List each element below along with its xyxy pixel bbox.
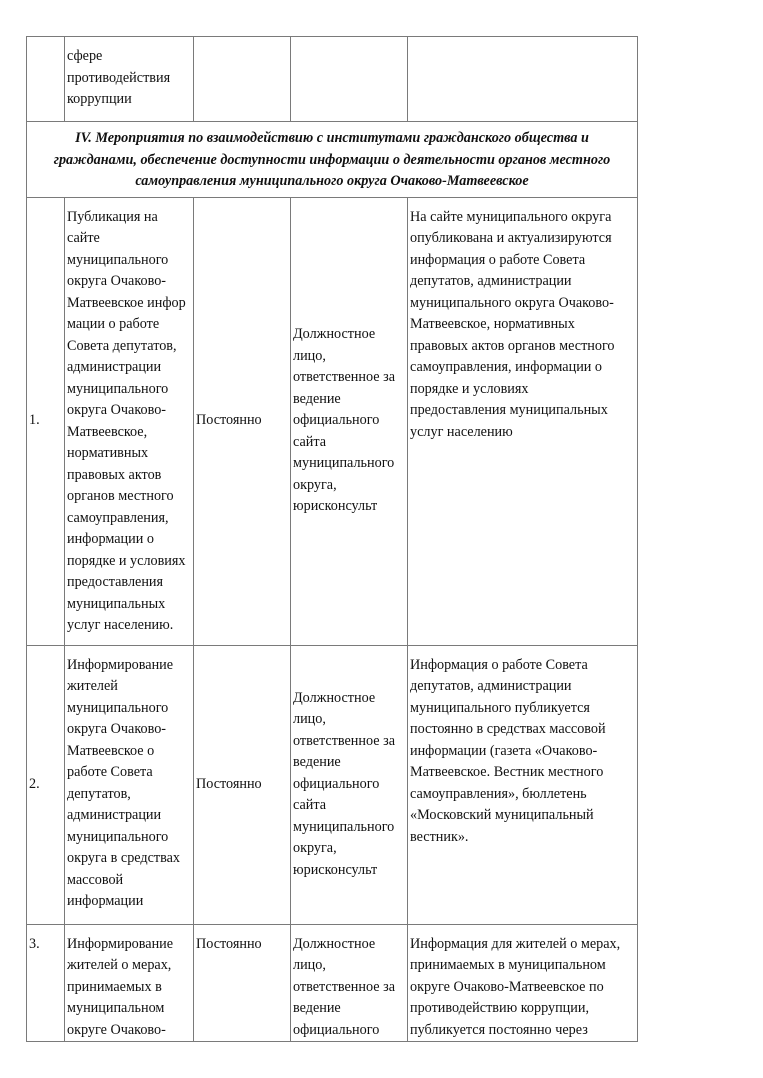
text-line: ответственное за (293, 732, 396, 749)
text-line: коррупции (67, 91, 132, 107)
name-cell (65, 37, 194, 122)
text-line: муниципальных (67, 595, 166, 612)
text-line: депутатов, администрации (410, 678, 572, 694)
text-line: Матвеевское, (67, 423, 148, 440)
text-line: лицо, (293, 957, 326, 973)
term-cell: Постоянно (194, 924, 291, 1042)
text-line: услуг населению. (67, 617, 174, 633)
text-line: лицо, (293, 711, 326, 728)
text-line: Совета депутатов, (67, 337, 177, 354)
text-line: жителей о мерах, (67, 957, 172, 973)
text-line: округа в средствах (67, 850, 181, 866)
text-line: самоуправления, (67, 509, 169, 526)
text-line: сайте (67, 230, 100, 246)
num-cell: 1. (27, 197, 65, 645)
text-line: депутатов, администрации (410, 273, 572, 289)
text-line: официального (293, 775, 380, 792)
text-line: На сайте муниципального округа (410, 208, 612, 225)
text-line: ведение (293, 754, 341, 771)
text-line: работе Совета (67, 764, 153, 780)
responsible-cell (291, 197, 408, 645)
text-line: информации о (67, 531, 154, 547)
text-line: услуг населению (410, 423, 513, 440)
text-line: самоуправления», бюллетень (410, 785, 587, 802)
text-line: жителей (67, 678, 118, 694)
text-line: Должностное (293, 935, 376, 952)
text-line: округе Очаково-Матвеевское по (410, 978, 604, 995)
text-line: Информирование (67, 935, 174, 952)
term-cell: Постоянно (194, 197, 291, 645)
text-line: округа, (293, 476, 337, 493)
num-cell: 3. (27, 924, 65, 1042)
result-cell (408, 645, 638, 924)
text-line: сайта (293, 797, 327, 814)
text-line: предоставления муниципальных (410, 402, 608, 418)
text-line: IV. Мероприятия по взаимодействию с институтами гражданского общества и (75, 130, 589, 146)
text-line: муниципального публикуется (410, 699, 590, 716)
text-line: вестник». (410, 828, 469, 845)
text-line: Матвеевское, нормативных (410, 316, 575, 332)
text-line: Матвеевское. Вестник местного (410, 764, 604, 780)
measures-table (26, 36, 638, 1042)
text-line: муниципальном (67, 1000, 165, 1016)
text-line: публикуется постоянно через (410, 1021, 588, 1038)
text-line: принимаемых в (67, 978, 162, 995)
text-line: Информирование (67, 656, 174, 673)
text-line: Матвеевское о (67, 742, 155, 759)
text-line: муниципального (67, 699, 169, 716)
text-line: лицо, (293, 347, 326, 364)
text-line: муниципального округа Очаково- (410, 294, 614, 311)
text-line: муниципального (293, 455, 395, 472)
name-cell (65, 924, 194, 1042)
term-cell (194, 37, 291, 122)
text-line: ответственное за (293, 369, 396, 386)
text-line: информации (газета «Очаково- (410, 742, 598, 759)
text-line: постоянно в средствах массовой (410, 721, 606, 737)
result-cell (408, 924, 638, 1042)
text-line: Публикация на (67, 208, 158, 225)
text-line: правовых актов органов местного (410, 337, 615, 354)
text-line: официального (293, 412, 380, 429)
text-line: органов местного (67, 488, 174, 504)
text-line: округа Очаково- (67, 721, 167, 737)
table-row (27, 924, 638, 1042)
text-line: Должностное (293, 689, 376, 706)
text-line: округе Очаково- (67, 1021, 166, 1038)
text-line: информации (67, 893, 144, 909)
section-title (27, 122, 638, 198)
text-line: правовых актов (67, 466, 162, 483)
text-line: юрисконсульт (293, 861, 378, 878)
text-line: предоставления (67, 574, 164, 590)
table-row-continued (27, 37, 638, 122)
text-line: официального (293, 1021, 380, 1038)
text-line: гражданами, обеспечение доступности информации о деятельности органов местного (53, 151, 611, 168)
text-line: мации о работе (67, 316, 160, 332)
responsible-cell (291, 37, 408, 122)
name-cell (65, 645, 194, 924)
text-line: администрации (67, 807, 162, 823)
text-line: порядке и условиях (410, 380, 529, 397)
text-line: принимаемых в муниципальном (410, 957, 606, 973)
text-line: округа Очаково- (67, 402, 167, 418)
num-cell: 2. (27, 645, 65, 924)
section-header-row (27, 122, 638, 198)
result-cell (408, 197, 638, 645)
text-line: противодействию коррупции, (410, 1000, 589, 1016)
text-line: опубликована и актуализируются (410, 230, 612, 246)
num-cell (27, 37, 65, 122)
text-line: ведение (293, 1000, 341, 1016)
text-line: округа Очаково- (67, 273, 167, 289)
text-line: информация о работе Совета (410, 251, 586, 268)
text-line: муниципального (67, 380, 169, 397)
text-line: «Московский муниципальный (410, 807, 594, 823)
text-line: Матвеевское инфор (67, 294, 186, 311)
responsible-cell (291, 924, 408, 1042)
text-line: сайта (293, 433, 327, 450)
text-line: ведение (293, 390, 341, 407)
text-line: Информация о работе Совета (410, 656, 588, 673)
term-cell: Постоянно (194, 645, 291, 924)
text-line: юрисконсульт (293, 498, 378, 515)
text-line: нормативных (67, 445, 149, 461)
result-cell (408, 37, 638, 122)
table-row (27, 197, 638, 645)
text-line: сфере (67, 48, 103, 64)
responsible-cell (291, 645, 408, 924)
text-line: ответственное за (293, 978, 396, 995)
text-line: самоуправления муниципального округа Очаково-Матвеевское (135, 173, 529, 189)
text-line: массовой (67, 871, 124, 888)
text-line: муниципального (67, 251, 169, 268)
text-line: Информация для жителей о мерах, (410, 935, 621, 952)
text-line: Должностное (293, 326, 376, 343)
table-row (27, 645, 638, 924)
text-line: порядке и условиях (67, 552, 186, 569)
name-cell (65, 197, 194, 645)
text-line: муниципального (67, 828, 169, 845)
text-line: администрации (67, 359, 162, 375)
text-line: муниципального (293, 818, 395, 835)
text-line: округа, (293, 840, 337, 857)
text-line: депутатов, (67, 785, 131, 802)
text-line: противодействия (67, 69, 171, 86)
text-line: самоуправления, информации о (410, 359, 603, 375)
